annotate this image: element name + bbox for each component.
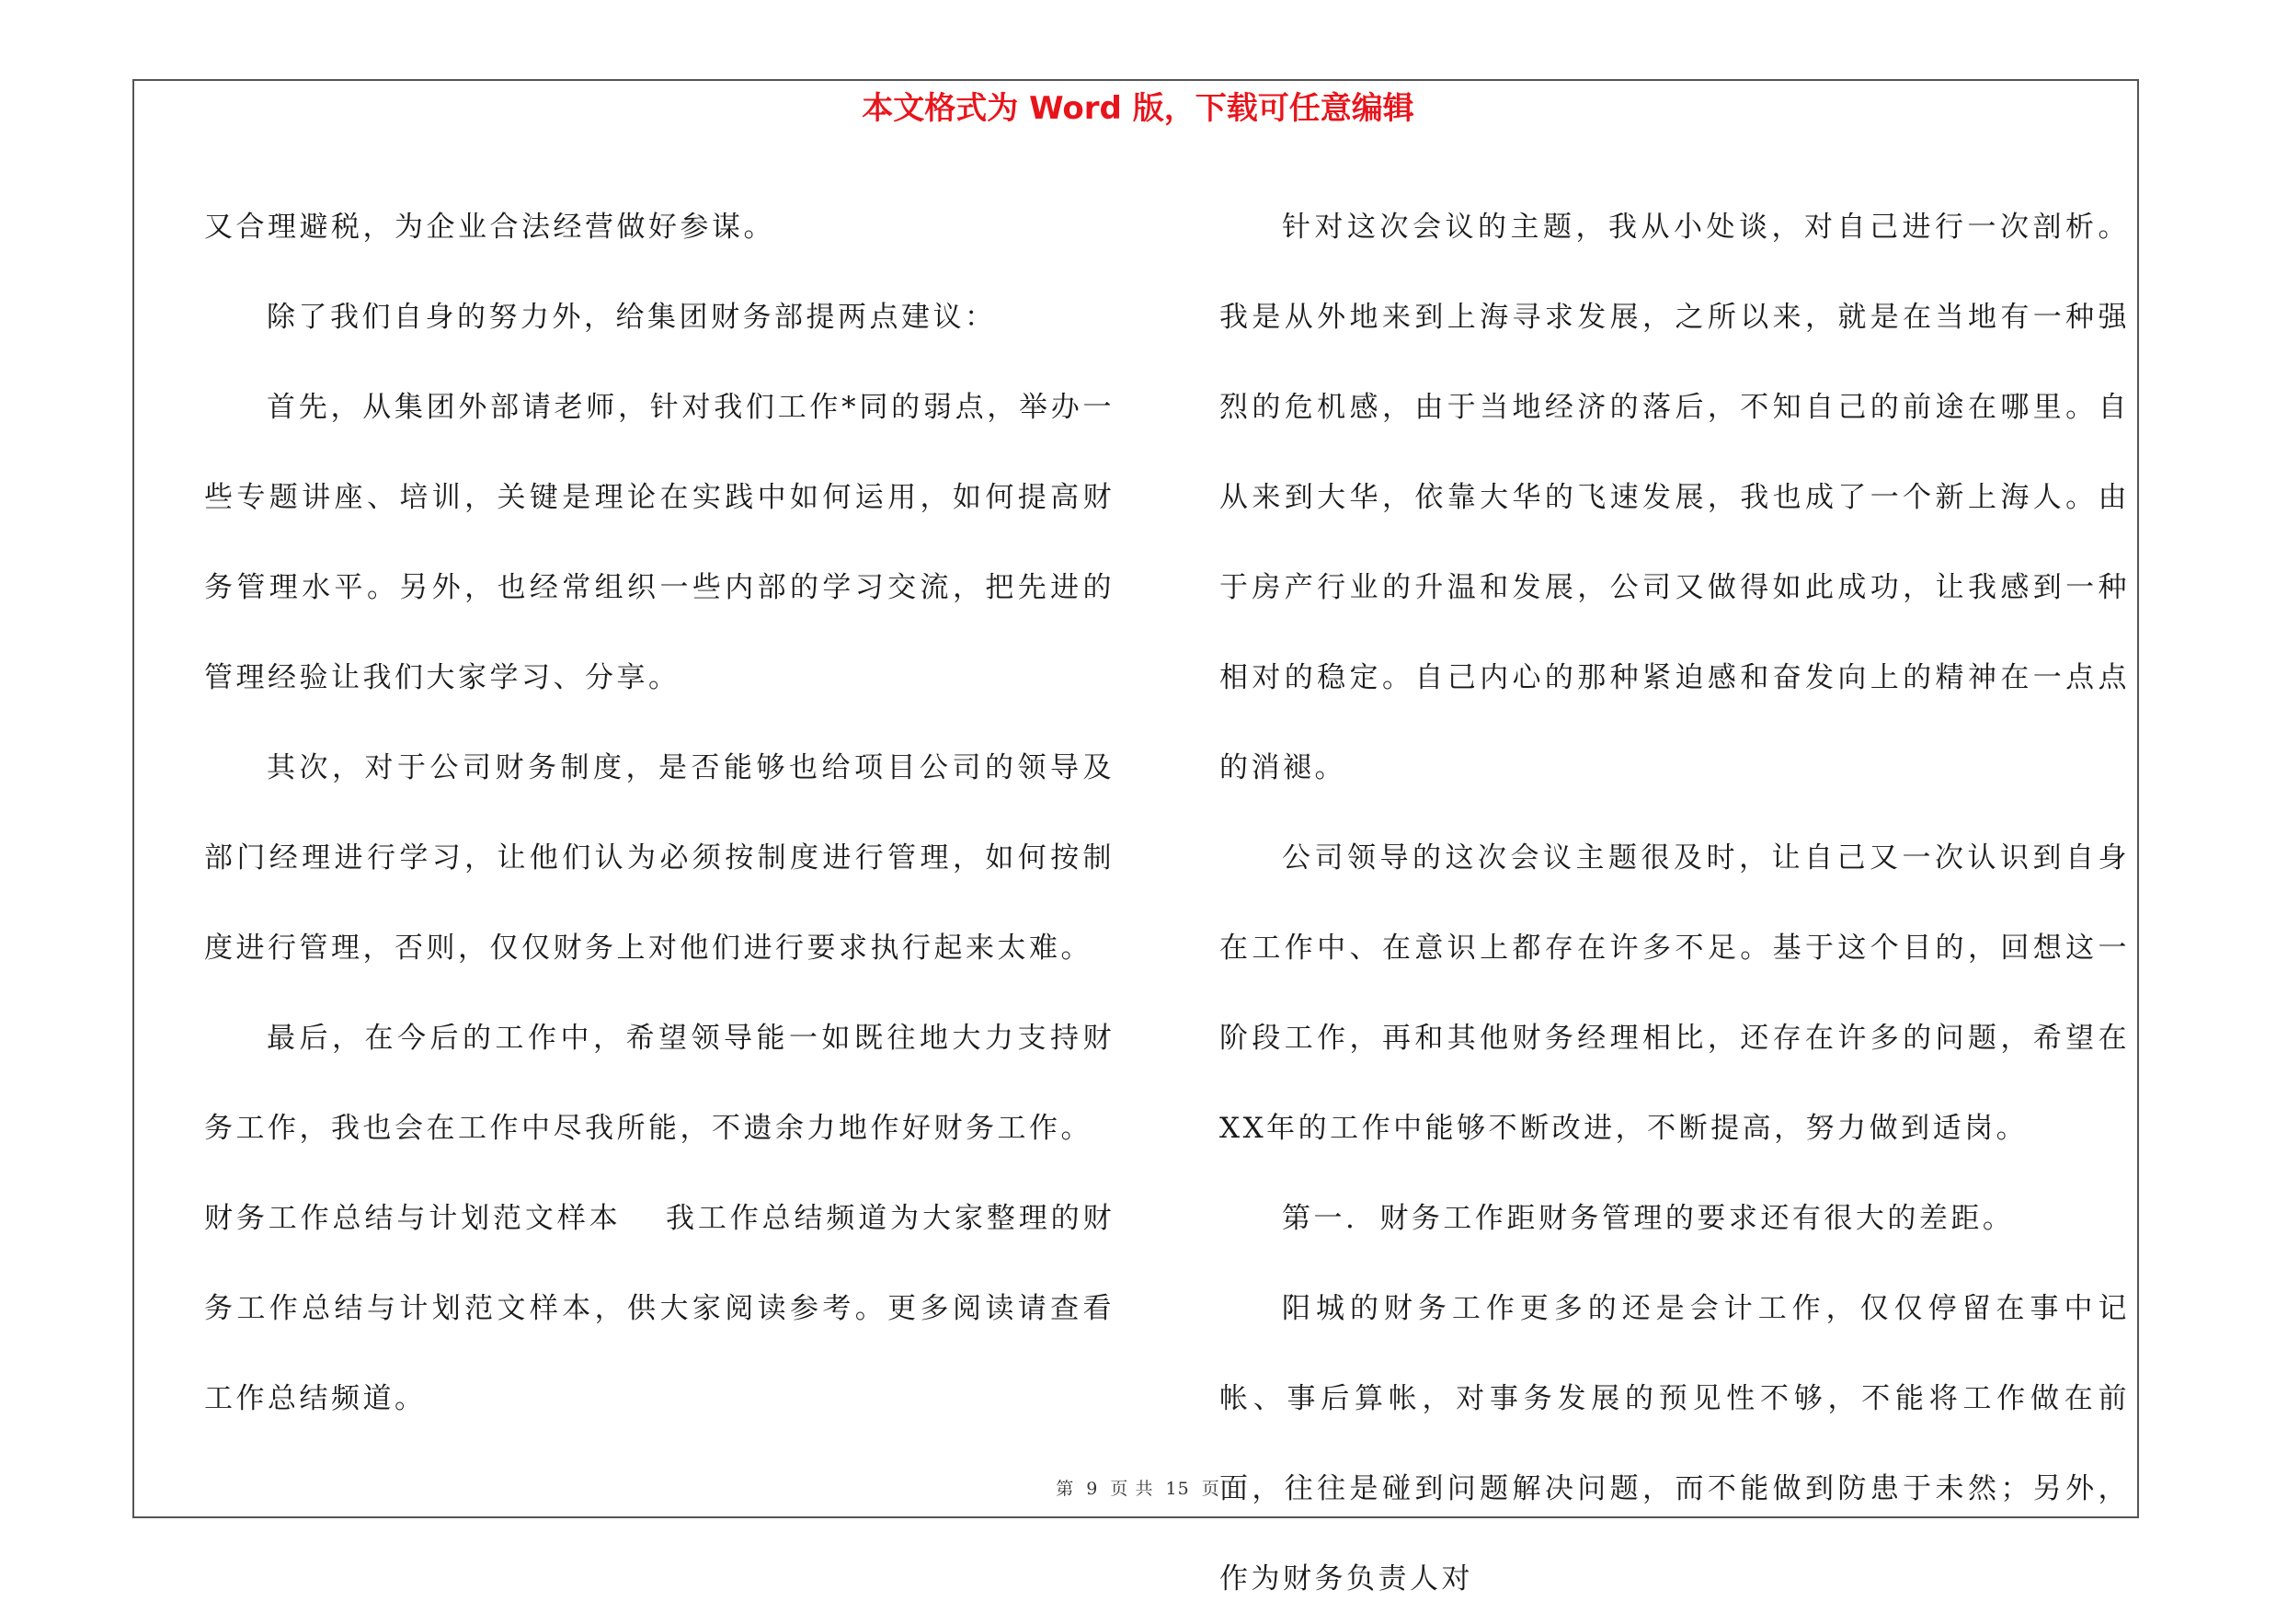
right-column xyxy=(1219,182,2130,1624)
paragraph-section-intro xyxy=(204,1173,1115,1444)
section-intro-text: 我工作总结频道为大家整理的财务工作总结与计划范文样本，供大家阅读参考。更多阅读请查看工作总结频道。 xyxy=(204,1202,1115,1415)
footer-middle: 页 共 xyxy=(1110,1479,1154,1499)
paragraph-meeting-reflection: 公司领导的这次会议主题很及时，让自己又一次认识到自身在工作中、在意识上都存在许多不足。基于这个目的，回想这一阶段工作，再和其他财务经理相比，还存在许多的问题，希望在XX年的工作中能够不断改进，不断提高，努力做到适岗。 xyxy=(1219,841,2130,1145)
section-title: 财务工作总结与计划范文样本 xyxy=(204,1202,622,1235)
page-number-footer xyxy=(0,1478,2276,1500)
paragraph-second-suggestion: 其次，对于公司财务制度，是否能够也给项目公司的领导及部门经理进行学习，让他们认为必须按制度进行管理，如何按制度进行管理，否则，仅仅财务上对他们进行要求执行起来太难。 xyxy=(204,751,1115,965)
point-one-text: 财务工作距财务管理的要求还有很大的差距。 xyxy=(1379,1202,2015,1235)
paragraph-accounting-work: 阳城的财务工作更多的还是会计工作，仅仅停留在事中记帐、事后算帐，对事务发展的预见性不够，不能将工作做在前面，往往是碰到问题解决问题，而不能做到防患于未然；另外，作为财务负责人对 xyxy=(1219,1292,2130,1595)
current-page-number: 9 xyxy=(1086,1479,1099,1499)
total-page-count: 15 xyxy=(1165,1479,1190,1499)
paragraph-continuation: 又合理避税，为企业合法经营做好参谋。 xyxy=(204,211,775,244)
paragraph-first-suggestion: 首先，从集团外部请老师，针对我们工作*同的弱点，举办一些专题讲座、培训，关键是理论在实践中如何运用，如何提高财务管理水平。另外，也经常组织一些内部的学习交流，把先进的管理经验让我们大家学习、分享。 xyxy=(204,391,1115,694)
footer-suffix: 页 xyxy=(1201,1479,1220,1499)
paragraph-self-analysis: 针对这次会议的主题，我从小处谈，对自己进行一次剖析。我是从外地来到上海寻求发展，之所以来，就是在当地有一种强烈的危机感，由于当地经济的落后，不知自己的前途在哪里。自从来到大华，依靠大华的飞速发展，我也成了一个新上海人。由于房产行业的升温和发展，公司又做得如此成功，让我感到一种相对的稳定。自己内心的那种紧迫感和奋发向上的精神在一点点的消褪。 xyxy=(1219,211,2130,784)
word-format-banner: 本文格式为 Word 版，下载可任意编辑 xyxy=(862,90,1414,127)
left-column xyxy=(204,182,1115,1444)
paragraph-closing: 最后，在今后的工作中，希望领导能一如既往地大力支持财务工作，我也会在工作中尽我所能，不遗余力地作好财务工作。 xyxy=(204,1022,1115,1145)
point-one-label: 第一. xyxy=(1282,1202,1358,1235)
paragraph-suggestions-intro: 除了我们自身的努力外，给集团财务部提两点建议： xyxy=(267,301,997,334)
footer-prefix: 第 xyxy=(1056,1479,1075,1499)
paragraph-point-one xyxy=(1219,1173,2130,1264)
